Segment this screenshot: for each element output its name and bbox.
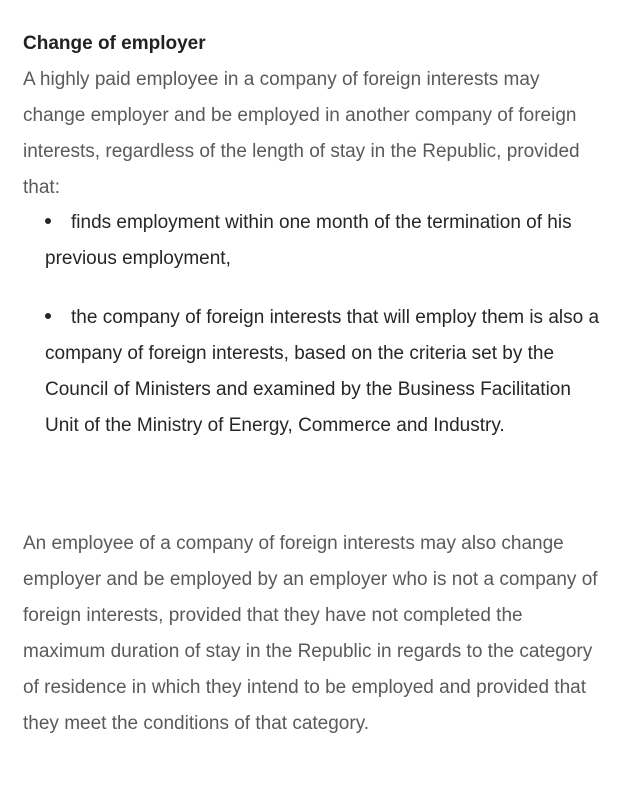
section-heading: Change of employer — [23, 33, 206, 54]
list-item — [45, 205, 605, 277]
bullet-dot-icon — [45, 313, 51, 319]
bullet-dot-icon — [45, 218, 51, 224]
closing-paragraph: An employee of a company of foreign interests may also change employer and be employed by an employer who is not a company of foreign interests, provided that they have not completed the maximum duration of stay in the Republic in regards to the category of residence in which they intend to be employed and provided that they meet the conditions of that category. — [23, 533, 598, 734]
list-item — [45, 300, 605, 444]
bullet-list-second — [45, 300, 605, 444]
bullet-list-first — [45, 205, 605, 277]
intro-paragraph: A highly paid employee in a company of foreign interests may change employer and be employed in another company of foreign interests, regardless of the length of stay in the Republic, provided that: — [23, 69, 580, 198]
bullet-text: finds employment within one month of the termination of his previous employment, — [45, 212, 572, 269]
bullet-text: the company of foreign interests that will employ them is also a company of foreign interests, based on the criteria set by the Council of Ministers and examined by the Business Facilitation Unit of the Ministry of Energy, Commerce and Industry. — [45, 307, 600, 436]
